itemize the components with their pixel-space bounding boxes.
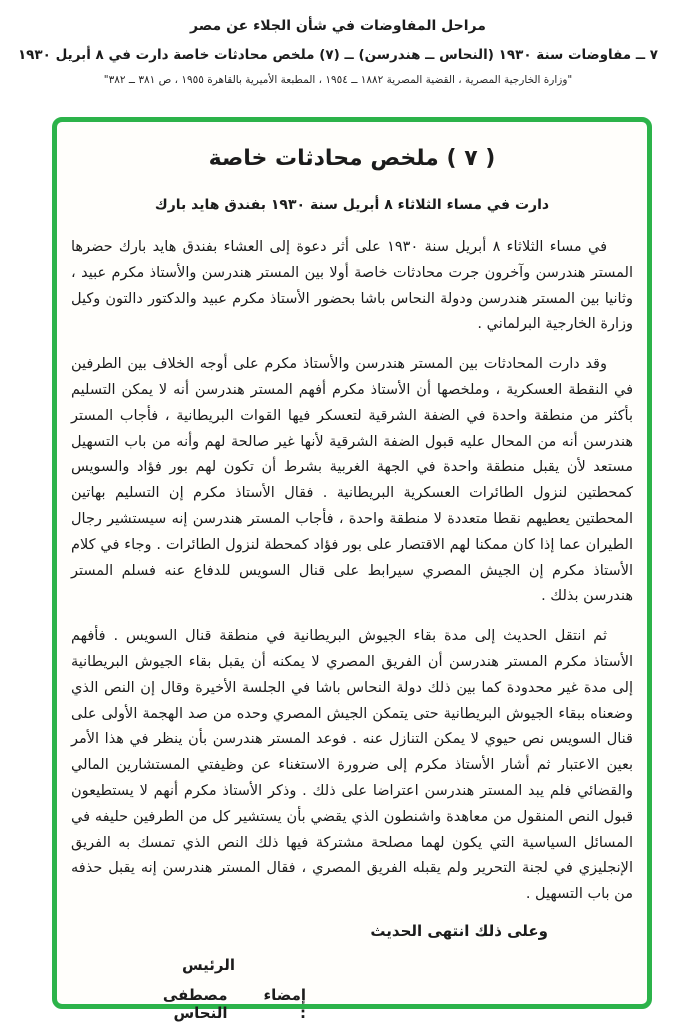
signature-label: إمضاء : xyxy=(263,985,306,1022)
signatory-name: مصطفى النحاس xyxy=(162,985,228,1022)
signature-line xyxy=(111,986,306,1022)
paragraph: ثم انتقل الحديث إلى مدة بقاء الجيوش البريطانية في منطقة قنال السويس . فأفهم الأستاذ مكرم المستر هندرسن أن الفريق المصري لا يمكنه أن يقبل بقاء الجيوش البريطانية إلى مدة غير محدودة كما بين ذلك دولة النحاس باشا في الجلسة الأخيرة وقال إن النص الذي وضعناه ببقاء الجيوش البريطانية حتى يتمكن الجيش المصري وحده من صد الهجمة الأولى على قنال السويس نص حيوي لا يمكن التنازل عنه . فوعد المستر هندرسن بأن ينظر في هذا الأمر بعين الاعتبار ثم أشار الأستاذ مكرم إلى ضرورة الاستغناء عن وظيفتي المستشارين المالي والقضائي فلم يبد المستر هندرسن اعتراضا على ذلك . وذكر الأستاذ مكرم أنهم لا يستطيعون قبول النص المنقول من معاهدة واشنطون الذي يقضي بأن يستشير كل من الطرفين حليفه في المسائل السياسية التي يكون لهما مصلحة مشتركة فيها ذلك النص الذي تمسك به الفريق الإنجليزي في لجنة التحرير ولم يقبله الفريق المصري ، فقال المستر هندرسن إنه يقبل حذفه من باب التسهيل . xyxy=(71,628,633,903)
signatory-role: الرئيس xyxy=(181,955,236,974)
document-title: ( ٧ ) ملخص محادثات خاصة xyxy=(208,146,496,171)
signature-block xyxy=(111,956,306,1022)
paragraph: وقد دارت المحادثات بين المستر هندرسن والأستاذ مكرم على أوجه الخلاف بين الطرفين في النقطة العسكرية ، وملخصها أن الأستاذ مكرم أفهم المستر هندرسن أنه لا يمكن التسليم بأكثر من منطقة واحدة في الضفة الشرقية لتعسكر فيها القوات البريطانية ، فأجاب المستر هندرسن أنه من المحال عليه قبول الضفة الشرقية لأنها غير صالحة لهم وأنه من باب التسهيل مستعد لأن يقبل منطقة واحدة في الجهة الغربية بشرط أن تكون لهم بور فؤاد والسويس كمحطتين لنزول الطائرات العسكرية البريطانية . فقال الأستاذ مكرم إن التسليم بهاتين المحطتين يعطيهم نقطا متعددة لا منطقة واحدة ، فأجاب المستر هندرسن إنه سيستشير رجال الطيران عما إذا كان ممكنا لهم الاقتصار على بور فؤاد كمحطة لنزول الطائرات . وجاء في كلام الأستاذ مكرم إن الجيش المصري سيرابط على قنال السويس للدفاع عنه فسلم المستر هندرسن بذلك . xyxy=(71,356,633,605)
page-header xyxy=(0,0,676,86)
document-subtitle: دارت في مساء الثلاثاء ٨ أبريل سنة ١٩٣٠ بفندق هايد بارك xyxy=(154,197,550,213)
closing-line: وعلى ذلك انتهى الحديث xyxy=(370,921,548,940)
source-citation: "وزارة الخارجية المصرية ، القضية المصرية ١٨٨٢ ــ ١٩٥٤ ، المطبعة الأميرية بالقاهرة ١٩٥٥ ، ص ٣٨١ ــ ٣٨٢" xyxy=(103,74,573,86)
document-frame xyxy=(52,117,652,1022)
paragraph: في مساء الثلاثاء ٨ أبريل سنة ١٩٣٠ على أثر دعوة إلى العشاء بفندق هايد بارك حضرها المستر هندرسن وآخرون جرت محادثات خاصة أولا بين المستر هندرسن والأستاذ مكرم عبيد ، وثانيا بين المستر هندرسن ودولة النحاس باشا بحضور الأستاذ مكرم عبيد والدكتور دالتون وكيل وزارة الخارجية البرلماني . xyxy=(71,239,633,333)
document-body xyxy=(71,235,633,908)
page-title: مراحل المفاوضات في شأن الجلاء عن مصر xyxy=(190,18,486,34)
section-heading: ٧ ــ مفاوضات سنة ١٩٣٠ (النحاس ــ هندرسن) ــ (٧) ملخص محادثات خاصة دارت في ٨ أبريل ١٩٣٠ xyxy=(17,47,659,63)
